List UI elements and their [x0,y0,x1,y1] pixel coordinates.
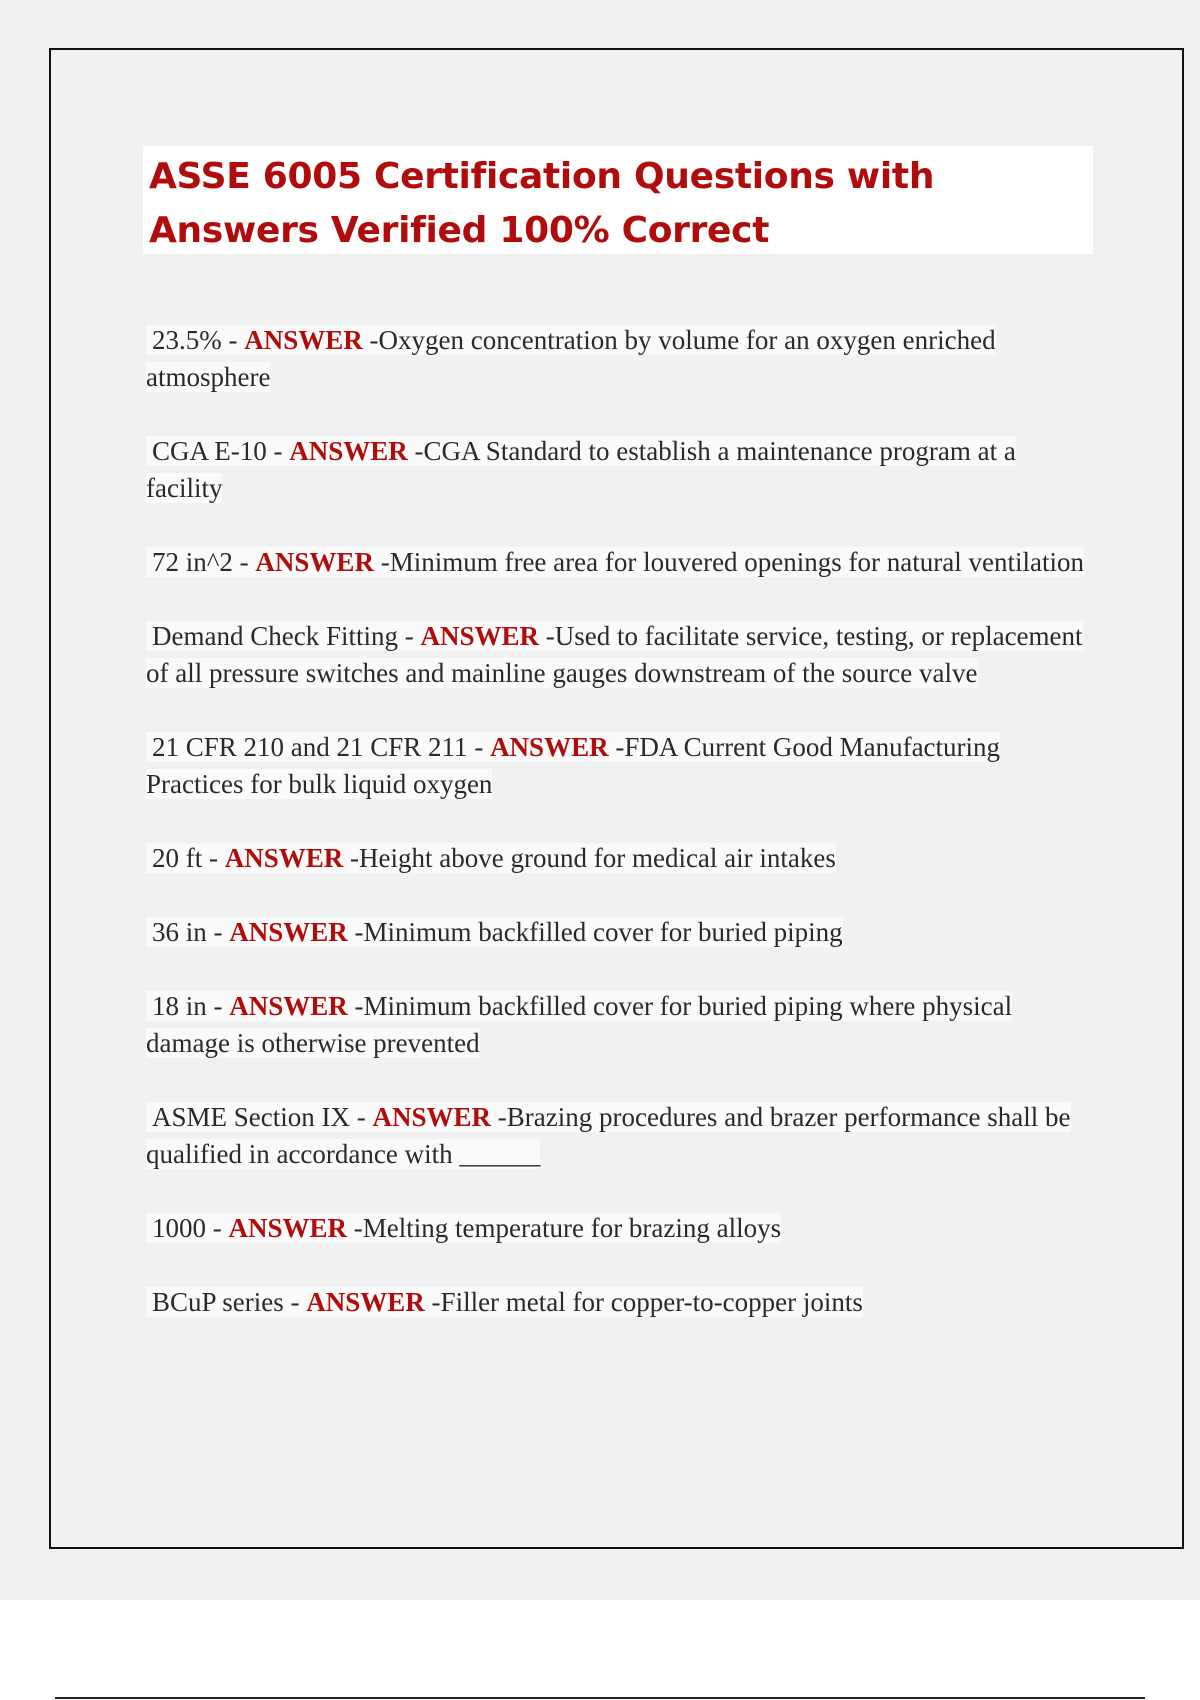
qa-definition: Melting temperature for brazing alloys [362,1213,782,1243]
qa-definition: Minimum backfilled cover for buried piping [363,917,843,947]
qa-term: Demand Check Fitting [152,621,398,651]
qa-list [146,322,1091,1358]
qa-item: 1000 - ANSWER -Melting temperature for brazing alloys [146,1210,1091,1247]
answer-label: ANSWER [224,843,344,873]
answer-label: ANSWER [229,917,348,947]
answer-label: ANSWER [420,621,539,651]
qa-term: BCuP series [152,1287,284,1317]
title-box [143,146,1093,254]
qa-definition: Filler metal for copper-to-copper joints [440,1287,863,1317]
qa-definition: CGA Standard to establish a maintenance program at a facility [146,436,1016,503]
footer-divider [55,1697,1145,1699]
qa-item: 23.5% - ANSWER -Oxygen concentration by volume for an oxygen enriched atmosphere [146,325,996,392]
qa-definition: Used to facilitate service, testing, or replacement of all pressure switches and mainline gauges downstream of the source valve [146,621,1083,688]
qa-definition: Brazing procedures and brazer performance shall be qualified in accordance with ______ [146,1102,1071,1169]
qa-item: Demand Check Fitting - ANSWER -Used to facilitate service, testing, or replacement of all pressure switches and mainline gauges downstream of the source valve [146,621,1083,688]
qa-item: 36 in - ANSWER -Minimum backfilled cover for buried piping [146,914,1091,951]
answer-label: ANSWER [228,1213,348,1243]
answer-label: ANSWER [289,436,408,466]
answer-label: ANSWER [244,325,363,355]
qa-item: BCuP series - ANSWER -Filler metal for copper-to-copper joints [146,1284,1091,1321]
qa-item: ASME Section IX - ANSWER -Brazing procedures and brazer performance shall be qualified in accordance with ______ [146,1102,1071,1169]
document-title: ASSE 6005 Certification Questions with Answers Verified 100% Correct [149,156,935,251]
qa-item: 20 ft - ANSWER -Height above ground for medical air intakes [146,840,1091,877]
qa-item: CGA E-10 - ANSWER -CGA Standard to establish a maintenance program at a facility [146,436,1016,503]
qa-item: 21 CFR 210 and 21 CFR 211 - ANSWER -FDA Current Good Manufacturing Practices for bulk liquid oxygen [146,732,1001,799]
qa-definition: Oxygen concentration by volume for an oxygen enriched atmosphere [146,325,996,392]
qa-item: 18 in - ANSWER -Minimum backfilled cover for buried piping where physical damage is otherwise prevented [146,991,1013,1058]
qa-term: 21 CFR 210 and 21 CFR 211 [152,732,468,762]
qa-term: 72 in^2 [152,547,233,577]
qa-term: CGA E-10 [152,436,267,466]
qa-term: 20 ft [152,843,203,873]
qa-term: 36 in [152,917,207,947]
qa-definition: Height above ground for medical air intakes [359,843,836,873]
qa-term: 23.5% [152,325,222,355]
answer-label: ANSWER [255,547,374,577]
qa-term: ASME Section IX [152,1102,350,1132]
answer-label: ANSWER [229,991,348,1021]
qa-item: 72 in^2 - ANSWER -Minimum free area for louvered openings for natural ventilation [146,544,1091,581]
qa-definition: Minimum free area for louvered openings for natural ventilation [389,547,1084,577]
qa-term: 1000 [152,1213,206,1243]
answer-label: ANSWER [306,1287,425,1317]
qa-term: 18 in [152,991,207,1021]
answer-label: ANSWER [490,732,609,762]
qa-definition: FDA Current Good Manufacturing Practices for bulk liquid oxygen [146,732,1001,799]
answer-label: ANSWER [372,1102,492,1132]
qa-definition: Minimum backfilled cover for buried piping where physical damage is otherwise prevented [146,991,1013,1058]
